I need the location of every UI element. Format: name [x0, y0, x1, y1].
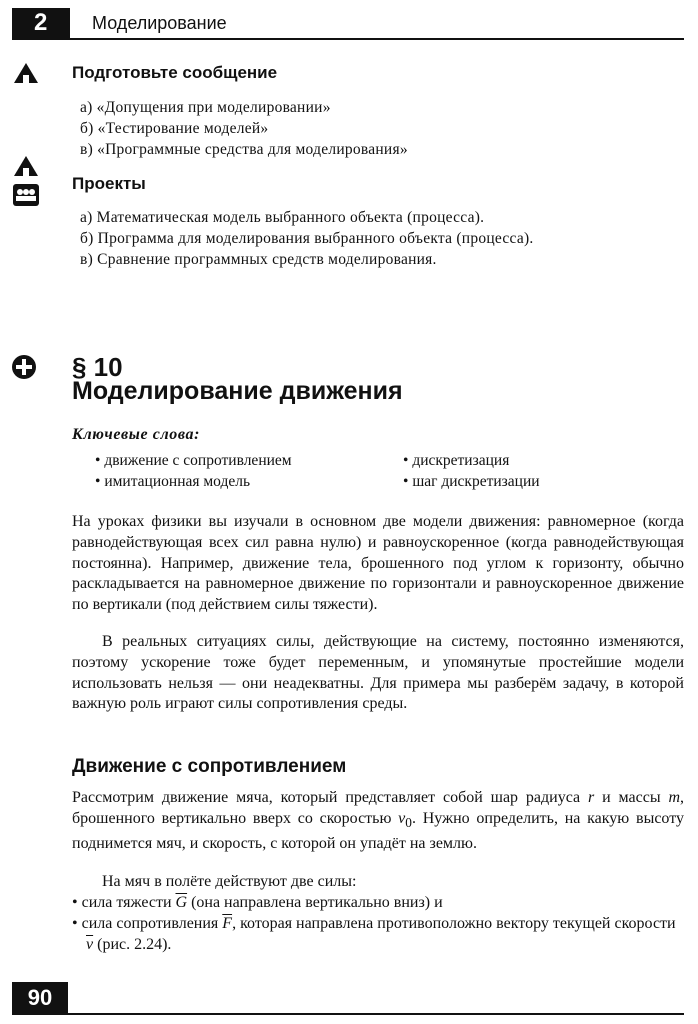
force-list: [72, 893, 684, 955]
text-run: . Нужно определить, на какую высоту поднимется мяч, и скорость, с которой он упадёт на землю.: [72, 809, 684, 852]
text-run: сила тяжести: [81, 894, 176, 911]
text-run: сила сопротивления: [81, 914, 223, 932]
list-item: в) «Программные средства для моделирования»: [80, 141, 408, 158]
section-title: Моделирование движения: [72, 377, 403, 405]
variable-r: r: [587, 789, 595, 806]
plus-circle-icon: [11, 354, 37, 380]
list-item: б) Программа для моделирования выбранного объекта (процесса).: [80, 230, 534, 247]
keyword-item: • дискретизация: [403, 452, 510, 469]
keywords-label: Ключевые слова:: [72, 426, 201, 443]
list-item: а) Математическая модель выбранного объекта (процесса).: [80, 209, 485, 226]
chapter-title: Моделирование: [92, 13, 227, 33]
list-item: а) «Допущения при моделировании»: [80, 99, 331, 116]
keyword-item: • шаг дискретизации: [403, 473, 540, 490]
text-run: Рассмотрим движение мяча, который представляет собой шар радиуса: [72, 789, 588, 806]
list-item: в) Сравнение программных средств моделирования.: [80, 251, 437, 268]
page-number: 90: [12, 982, 68, 1014]
subsection-title: Движение с сопротивлением: [72, 756, 347, 777]
projects-heading: Проекты: [72, 174, 146, 193]
keyword-text: движение с сопротивлением: [104, 452, 292, 469]
variable-subscript: 0: [405, 814, 412, 830]
keyword-text: дискретизация: [412, 452, 510, 469]
variable-m: m: [668, 789, 680, 806]
vector-v: $\overline{v}$: [86, 935, 94, 953]
chapter-number-badge: 2: [12, 8, 70, 40]
keywords-left-column: [95, 450, 292, 492]
text-run: (рис. 2.24).: [93, 935, 172, 953]
text-run: (она направлена вертикально вниз) и: [187, 894, 443, 911]
vector-f: $\overline{F}$: [222, 914, 233, 932]
keywords-right-column: [403, 450, 540, 492]
body-paragraph: На уроках физики вы изучали в основном две модели движения: равномерное (когда равнодействующая всех сил равна нулю) и равноускоренное (когда равнодействующая постоянна). Например, движение тела, брошенного под углом к горизонту, обычно раскладывается на равномерное движение по горизонтали и равноускоренное движение по вертикали (под действием силы тяжести).: [72, 513, 684, 614]
keyword-text: шаг дискретизации: [412, 473, 540, 490]
keyword-item: • имитационная модель: [95, 473, 251, 490]
header-rule: [12, 38, 684, 40]
vector-g: $\overline{G}$: [175, 894, 188, 911]
body-paragraph: На мяч в полёте действуют две силы:: [102, 873, 357, 890]
text-run: , брошенного вертикально вверх со скоростью: [72, 789, 684, 827]
text-run: , которая направлена противоположно вектору текущей скорости: [232, 914, 676, 932]
house-icon: [13, 155, 39, 177]
body-paragraph: [72, 788, 684, 855]
list-item: • сила тяжести $\overline{G}$ (она направлена вертикально вниз) и: [72, 894, 443, 911]
list-item: • сила сопротивления $\overline{F}$, которая направлена противоположно вектору текущей скорости $\overline{v}$ (рис. 2.24).: [72, 914, 676, 953]
body-paragraph: В реальных ситуациях силы, действующие на систему, постоянно изменяются, поэтому ускорение тоже будет переменным, и упомянутые простейшие модели использовать нельзя — они неадекватны. Для примера мы разберём задачу, в которой важную роль играют силы сопротивления среды.: [72, 633, 684, 713]
text-run: и массы: [594, 789, 669, 806]
projects-list: [80, 207, 534, 270]
house-icon: [13, 62, 39, 84]
section-number: § 10: [72, 352, 123, 382]
message-list: [80, 97, 408, 160]
keyword-item: • движение с сопротивлением: [95, 452, 292, 469]
group-icon: [13, 184, 39, 206]
message-heading: Подготовьте сообщение: [72, 63, 278, 82]
keyword-text: имитационная модель: [104, 473, 251, 490]
variable-v: v: [398, 809, 406, 827]
footer-rule: [12, 1013, 684, 1015]
list-item: б) «Тестирование моделей»: [80, 120, 269, 137]
